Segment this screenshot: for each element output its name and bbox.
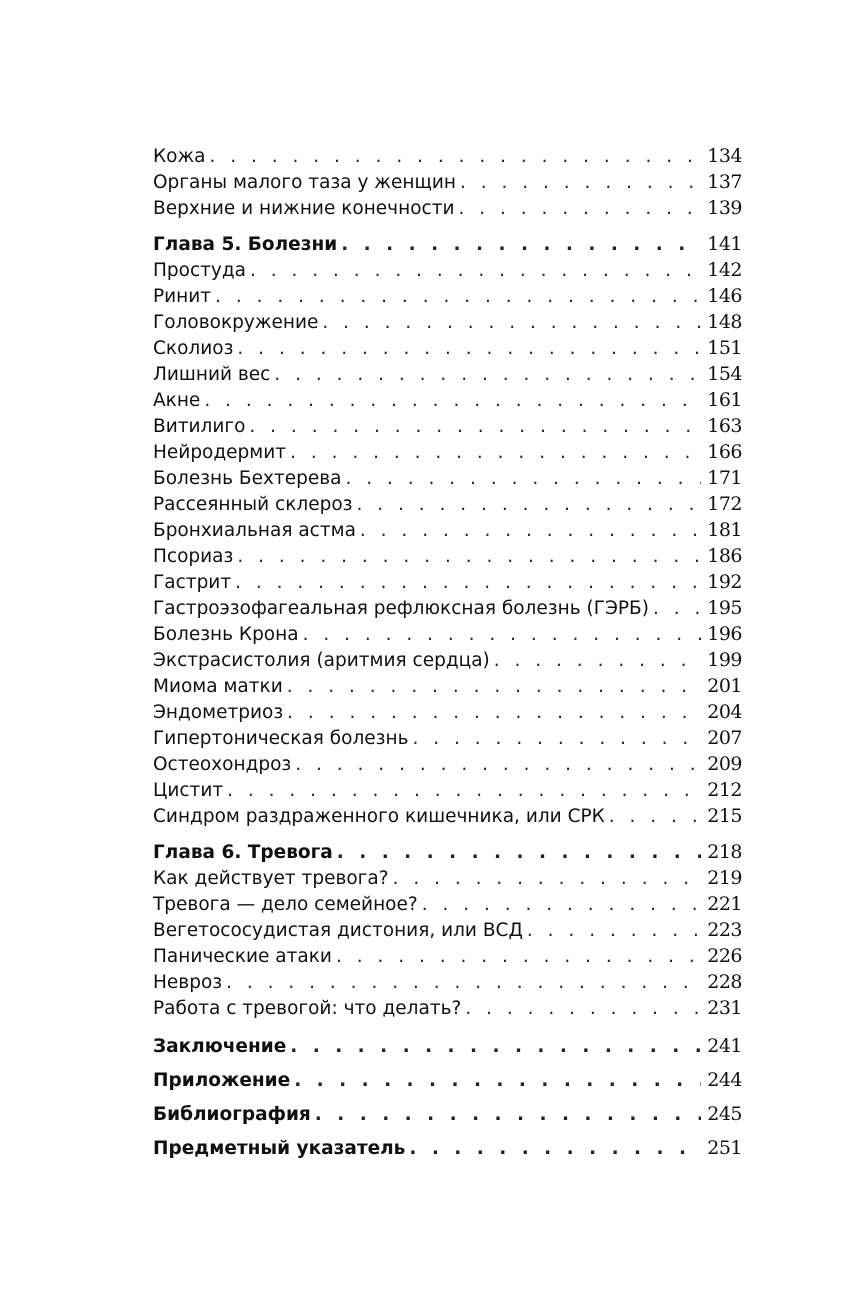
toc-entry-title: Предметный указатель [153, 1138, 406, 1159]
toc-entry-page: 209 [707, 753, 742, 775]
toc-entry-page: 141 [707, 233, 742, 255]
toc-entry-page: 201 [707, 675, 742, 697]
toc-entry[interactable] [153, 517, 742, 543]
toc-entry-title: Сколиоз [153, 338, 234, 359]
toc-entry-title: Синдром раздраженного кишечника, или СРК [153, 806, 605, 827]
dot-leader [360, 518, 701, 544]
toc-entry-title: Глава 5. Болезни [153, 234, 338, 255]
dot-leader [235, 570, 701, 596]
toc-appendix[interactable] [153, 1063, 742, 1097]
dot-leader [527, 918, 701, 944]
toc-entry-page: 221 [707, 893, 742, 915]
toc-entry[interactable] [153, 257, 742, 283]
dot-leader [249, 414, 701, 440]
toc-entry-page: 161 [707, 389, 742, 411]
toc-entry-title: Работа с тревогой: что делать? [153, 998, 462, 1019]
table-of-contents [153, 143, 742, 1165]
toc-entry[interactable] [153, 413, 742, 439]
toc-entry[interactable] [153, 465, 742, 491]
toc-entry-title: Заключение [153, 1036, 287, 1057]
toc-entry[interactable] [153, 387, 742, 413]
toc-entry-title: Как действует тревога? [153, 868, 389, 889]
toc-entry[interactable] [153, 439, 742, 465]
toc-entry-page: 142 [707, 259, 742, 281]
toc-entry-title: Эндометриоз [153, 702, 284, 723]
dot-leader [237, 544, 701, 570]
dot-leader [341, 232, 701, 258]
dot-leader [460, 170, 701, 196]
toc-entry-page: 231 [707, 997, 742, 1019]
toc-entry-page: 226 [707, 945, 742, 967]
toc-entry[interactable] [153, 283, 742, 309]
toc-entry-page: 196 [707, 623, 742, 645]
toc-entry-page: 195 [707, 597, 742, 619]
toc-entry-page: 146 [707, 285, 742, 307]
toc-entry[interactable] [153, 543, 742, 569]
toc-entry-page: 154 [707, 363, 742, 385]
toc-entry[interactable] [153, 673, 742, 699]
toc-entry-page: 219 [707, 867, 742, 889]
toc-entry[interactable] [153, 143, 742, 169]
dot-leader [227, 778, 701, 804]
toc-subject-index[interactable] [153, 1131, 742, 1165]
toc-entry[interactable] [153, 917, 742, 943]
dot-leader [287, 674, 701, 700]
dot-leader [609, 804, 701, 830]
dot-leader [295, 752, 701, 778]
dot-leader [494, 648, 701, 674]
toc-entry-page: 207 [707, 727, 742, 749]
toc-entry-page: 151 [707, 337, 742, 359]
dot-leader [287, 700, 701, 726]
toc-entry-title: Лишний вес [153, 364, 271, 385]
toc-entry-title: Тревога — дело семейное? [153, 894, 418, 915]
toc-group-chapter6 [153, 865, 742, 1021]
toc-entry-title: Бронхиальная астма [153, 520, 356, 541]
toc-entry-title: Болезнь Крона [153, 624, 299, 645]
toc-entry[interactable] [153, 751, 742, 777]
toc-entry[interactable] [153, 309, 742, 335]
toc-group-chapter4-tail [153, 143, 742, 221]
toc-entry-title: Вегетососудистая дистония, или ВСД [153, 920, 523, 941]
dot-leader [215, 284, 701, 310]
toc-entry-page: 204 [707, 701, 742, 723]
toc-entry-page: 139 [707, 197, 742, 219]
toc-entry-title: Остеохондроз [153, 754, 292, 775]
dot-leader [345, 466, 701, 492]
toc-entry[interactable] [153, 491, 742, 517]
toc-entry-title: Болезнь Бехтерева [153, 468, 342, 489]
toc-group-chapter5 [153, 257, 742, 829]
dot-leader [274, 362, 701, 388]
toc-entry-page: 192 [707, 571, 742, 593]
dot-leader [653, 596, 701, 622]
toc-entry[interactable] [153, 699, 742, 725]
toc-entry-title: Нейродермит [153, 442, 287, 463]
dot-leader [409, 1132, 701, 1166]
dot-leader [294, 1064, 701, 1098]
toc-entry-title: Невроз [153, 972, 223, 993]
toc-chapter-6[interactable] [153, 839, 742, 865]
toc-entry-title: Рассеянный склероз [153, 494, 353, 515]
toc-entry[interactable] [153, 335, 742, 361]
dot-leader [322, 310, 701, 336]
toc-entry-page: 134 [707, 145, 742, 167]
toc-entry-page: 163 [707, 415, 742, 437]
dot-leader [303, 622, 702, 648]
toc-entry-title: Гипертоническая болезнь [153, 728, 409, 749]
toc-entry-title: Миома матки [153, 676, 283, 697]
toc-entry[interactable] [153, 595, 742, 621]
toc-entry[interactable] [153, 195, 742, 221]
dot-leader [357, 492, 702, 518]
toc-entry-title: Ринит [153, 286, 212, 307]
toc-entry-page: 181 [707, 519, 742, 541]
toc-chapter-5[interactable] [153, 231, 742, 257]
toc-entry-page: 166 [707, 441, 742, 463]
toc-entry-page: 199 [707, 649, 742, 671]
toc-entry-title: Библиография [153, 1104, 311, 1125]
dot-leader [393, 866, 702, 892]
toc-entry-title: Панические атаки [153, 946, 332, 967]
toc-entry-page: 172 [707, 493, 742, 515]
toc-entry[interactable] [153, 891, 742, 917]
toc-entry-title: Гастрит [153, 572, 232, 593]
toc-entry-page: 228 [707, 971, 742, 993]
toc-entry-title: Гастроэзофагеальная рефлюксная болезнь (ГЭРБ) [153, 598, 649, 619]
toc-entry[interactable] [153, 647, 742, 673]
dot-leader [465, 996, 701, 1022]
toc-entry-page: 245 [707, 1103, 742, 1125]
toc-entry-title: Глава 6. Тревога [153, 842, 333, 863]
toc-entry[interactable] [153, 725, 742, 751]
toc-entry-page: 218 [707, 841, 742, 863]
dot-leader [237, 336, 701, 362]
toc-entry-page: 137 [707, 171, 742, 193]
toc-entry-page: 244 [707, 1069, 742, 1091]
dot-leader [250, 258, 701, 284]
toc-entry-title: Акне [153, 390, 201, 411]
toc-entry-title: Витилиго [153, 416, 246, 437]
toc-entry-title: Псориаз [153, 546, 234, 567]
toc-entry[interactable] [153, 569, 742, 595]
dot-leader [337, 840, 701, 866]
toc-entry-page: 215 [707, 805, 742, 827]
toc-entry[interactable] [153, 943, 742, 969]
toc-entry-page: 251 [707, 1137, 742, 1159]
dot-leader [413, 726, 702, 752]
dot-leader [290, 1030, 701, 1064]
dot-leader [226, 970, 701, 996]
toc-entry-page: 241 [707, 1035, 742, 1057]
toc-entry-title: Органы малого таза у женщин [153, 172, 456, 193]
dot-leader [290, 440, 701, 466]
toc-entry[interactable] [153, 995, 742, 1021]
toc-entry[interactable] [153, 621, 742, 647]
dot-leader [315, 1098, 701, 1132]
dot-leader [459, 196, 702, 222]
toc-entry-page: 171 [707, 467, 742, 489]
toc-entry[interactable] [153, 777, 742, 803]
toc-entry-title: Простуда [153, 260, 246, 281]
toc-entry-page: 223 [707, 919, 742, 941]
toc-entry-title: Цистит [153, 780, 224, 801]
toc-conclusion[interactable] [153, 1029, 742, 1063]
toc-entry-page: 186 [707, 545, 742, 567]
toc-entry[interactable] [153, 803, 742, 829]
toc-entry[interactable] [153, 169, 742, 195]
toc-entry-page: 212 [707, 779, 742, 801]
dot-leader [422, 892, 702, 918]
dot-leader [336, 944, 701, 970]
toc-entry[interactable] [153, 865, 742, 891]
toc-bibliography[interactable] [153, 1097, 742, 1131]
toc-entry[interactable] [153, 361, 742, 387]
toc-entry-title: Кожа [153, 146, 206, 167]
toc-entry[interactable] [153, 969, 742, 995]
dot-leader [204, 388, 701, 414]
toc-entry-title: Приложение [153, 1070, 291, 1091]
toc-entry-page: 148 [707, 311, 742, 333]
toc-entry-title: Экстрасистолия (аритмия сердца) [153, 650, 490, 671]
toc-entry-title: Головокружение [153, 312, 319, 333]
toc-entry-title: Верхние и нижние конечности [153, 198, 455, 219]
dot-leader [209, 144, 701, 170]
